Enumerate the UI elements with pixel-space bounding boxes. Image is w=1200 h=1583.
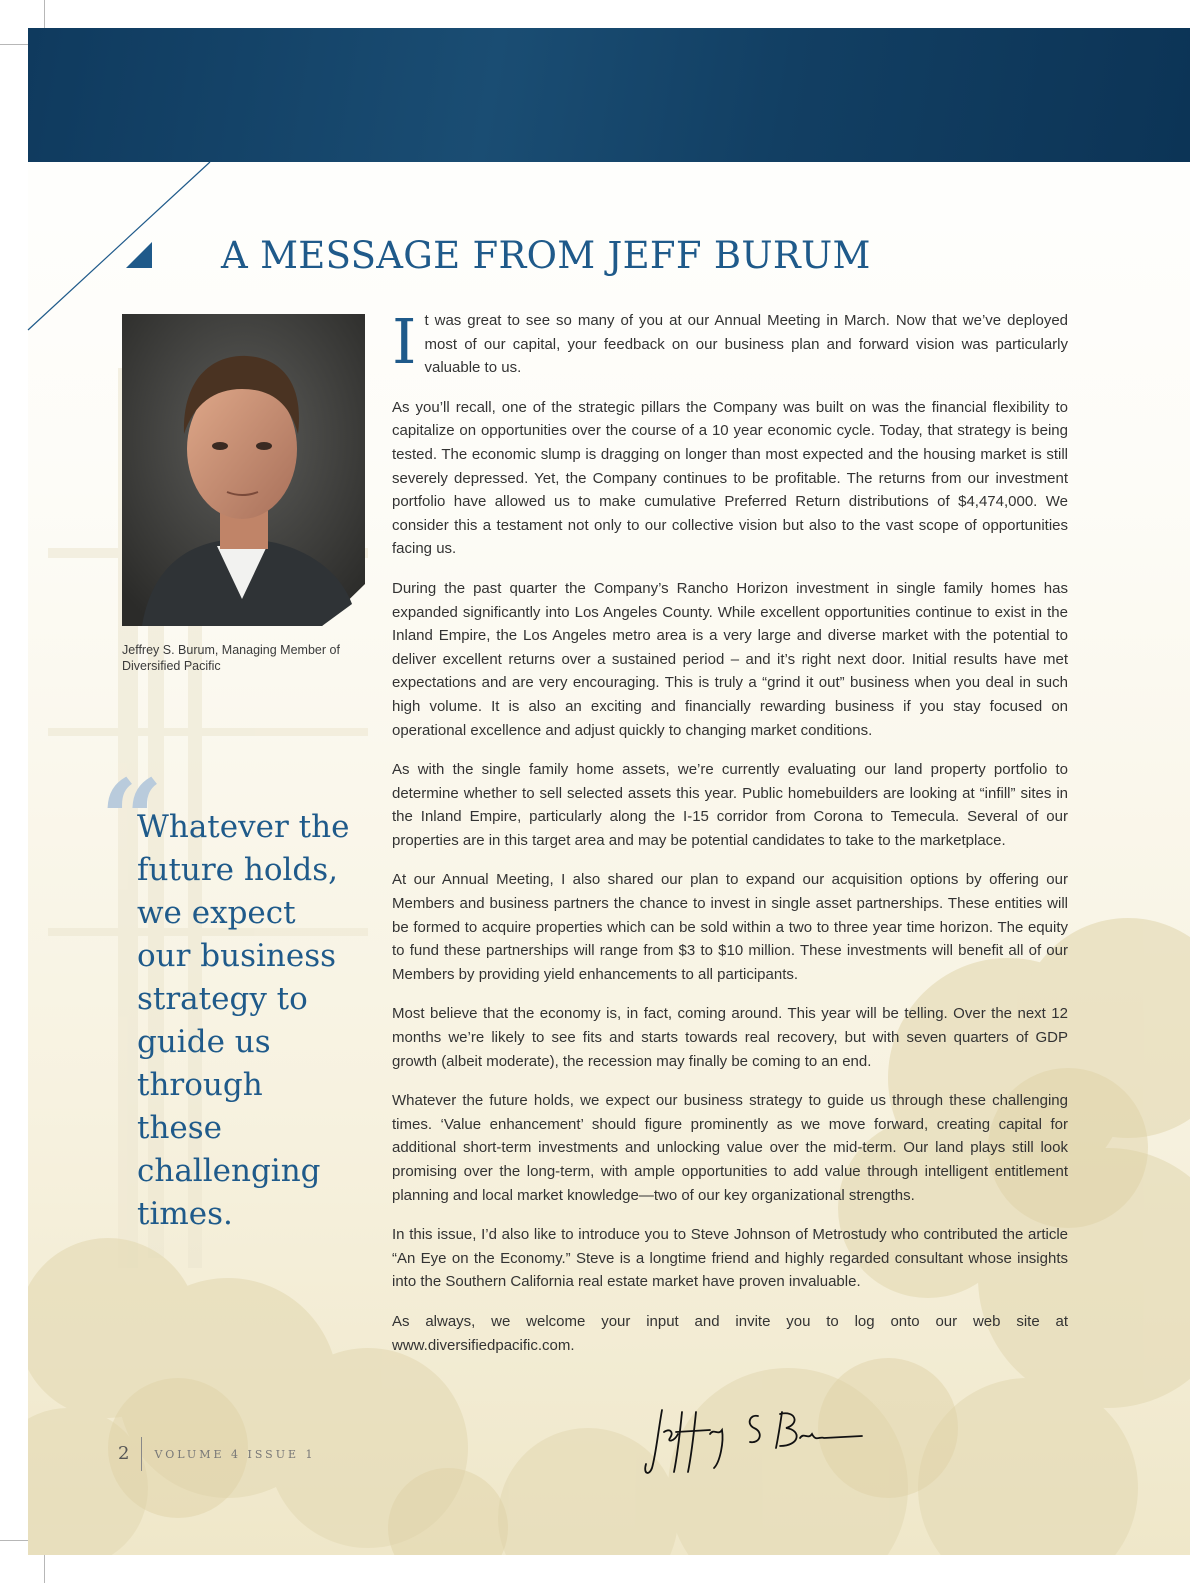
pull-quote: Whatever the future holds, we expect our business strategy to guide us through these challenging times. <box>137 809 350 1232</box>
letter-body <box>392 305 1068 1373</box>
crop-mark <box>44 1555 45 1583</box>
page-number: 2 <box>118 1437 142 1471</box>
paragraph: At our Annual Meeting, I also shared our plan to expand our acquisition options by offering our Members and business partners the chance to invest in single asset partnerships. These entities will be formed to acquire properties which can be sold within a two to three year time horizon. The equity to fund these partnerships will range from $3 to $10 million. These investments will benefit all of our Members by providing yield enhancements to all participants. <box>392 871 1068 983</box>
portrait-photo <box>122 314 365 626</box>
drop-cap: I <box>392 305 417 378</box>
paragraph: Most believe that the economy is, in fact, coming around. This year will be telling. Over the next 12 months we’re likely to see fits and starts towards real recovery, but with seven quarters of GDP growth (albeit moderate), the recession may finally be coming to an end. <box>392 1005 1068 1070</box>
triangle-bullet-icon <box>126 242 152 268</box>
quote-mark-icon: “ <box>100 755 164 884</box>
paragraph: As with the single family home assets, we’re currently evaluating our land property portfolio to determine whether to sell selected assets this year. Public homebuilders are looking at “infill” sites in the Inland Empire, particularly along the I-15 corridor from Corona to Temecula. Several of our properties are in this target area and may be potential candidates to take to the marketplace. <box>392 761 1068 849</box>
page-title: A MESSAGE FROM JEFF BURUM <box>221 234 871 277</box>
crop-mark <box>0 44 28 45</box>
issue-label: VOLUME 4 ISSUE 1 <box>154 1447 316 1461</box>
paragraph: It was great to see so many of you at our Annual Meeting in March. Now that we’ve deployed most of our capital, your feedback on our business plan and forward vision was particularly valuable to us. <box>392 305 1068 378</box>
crop-mark <box>44 0 45 28</box>
paragraph: Whatever the future holds, we expect our business strategy to guide us through these challenging times. ‘Value enhancement’ should figure prominently as we move forward, creating capital for additional short-term investments and unlocking value over the mid-term. Our land plays still look promising over the long-term, with ample opportunities to add value through intelligent entitlement planning and local market knowledge—two of our key organizational strengths. <box>392 1092 1068 1204</box>
folio <box>118 1437 316 1471</box>
header-band <box>28 28 1190 162</box>
paragraph: As always, we welcome your input and invite you to log onto our web site at www.diversifiedpacific.com. <box>392 1312 1068 1354</box>
paragraph: During the past quarter the Company’s Rancho Horizon investment in single family homes has expanded significantly into Los Angeles County. While excellent opportunities continue to exist in the Inland Empire, the Los Angeles metro area is a very large and diverse market with the potential to deliver excellent returns over a sustained period – and it’s right next door. Initial results have met expectations and are very encouraging. This is truly a “grind it out” business when you deal in such high volume. It is also an exciting and financially rewarding business if you stay focused on operational excellence and adjust quickly to changing market conditions. <box>392 579 1068 739</box>
paragraph: As you’ll recall, one of the strategic pillars the Company was built on was the financial flexibility to capitalize on opportunities over the course of a 10 year economic cycle. Today, that strategy is being tested. The economic slump is dragging on longer than most expected and the housing market is still severely depressed. Yet, the Company continues to be profitable. The returns from our investment portfolio have allowed us to make cumulative Preferred Return distributions of $4,474,000. We consider this a testament not only to our collective vision but also to the vast scope of opportunities facing us. <box>392 398 1068 558</box>
signature <box>640 1402 865 1482</box>
crop-mark <box>0 1540 28 1541</box>
photo-caption: Jeffrey S. Burum, Managing Member of Diversified Pacific <box>122 643 340 673</box>
paragraph: In this issue, I’d also like to introduce you to Steve Johnson of Metrostudy who contributed the article “An Eye on the Economy.” Steve is a longtime friend and highly regarded consultant whose insights into the Southern California real estate market have proven invaluable. <box>392 1226 1068 1291</box>
